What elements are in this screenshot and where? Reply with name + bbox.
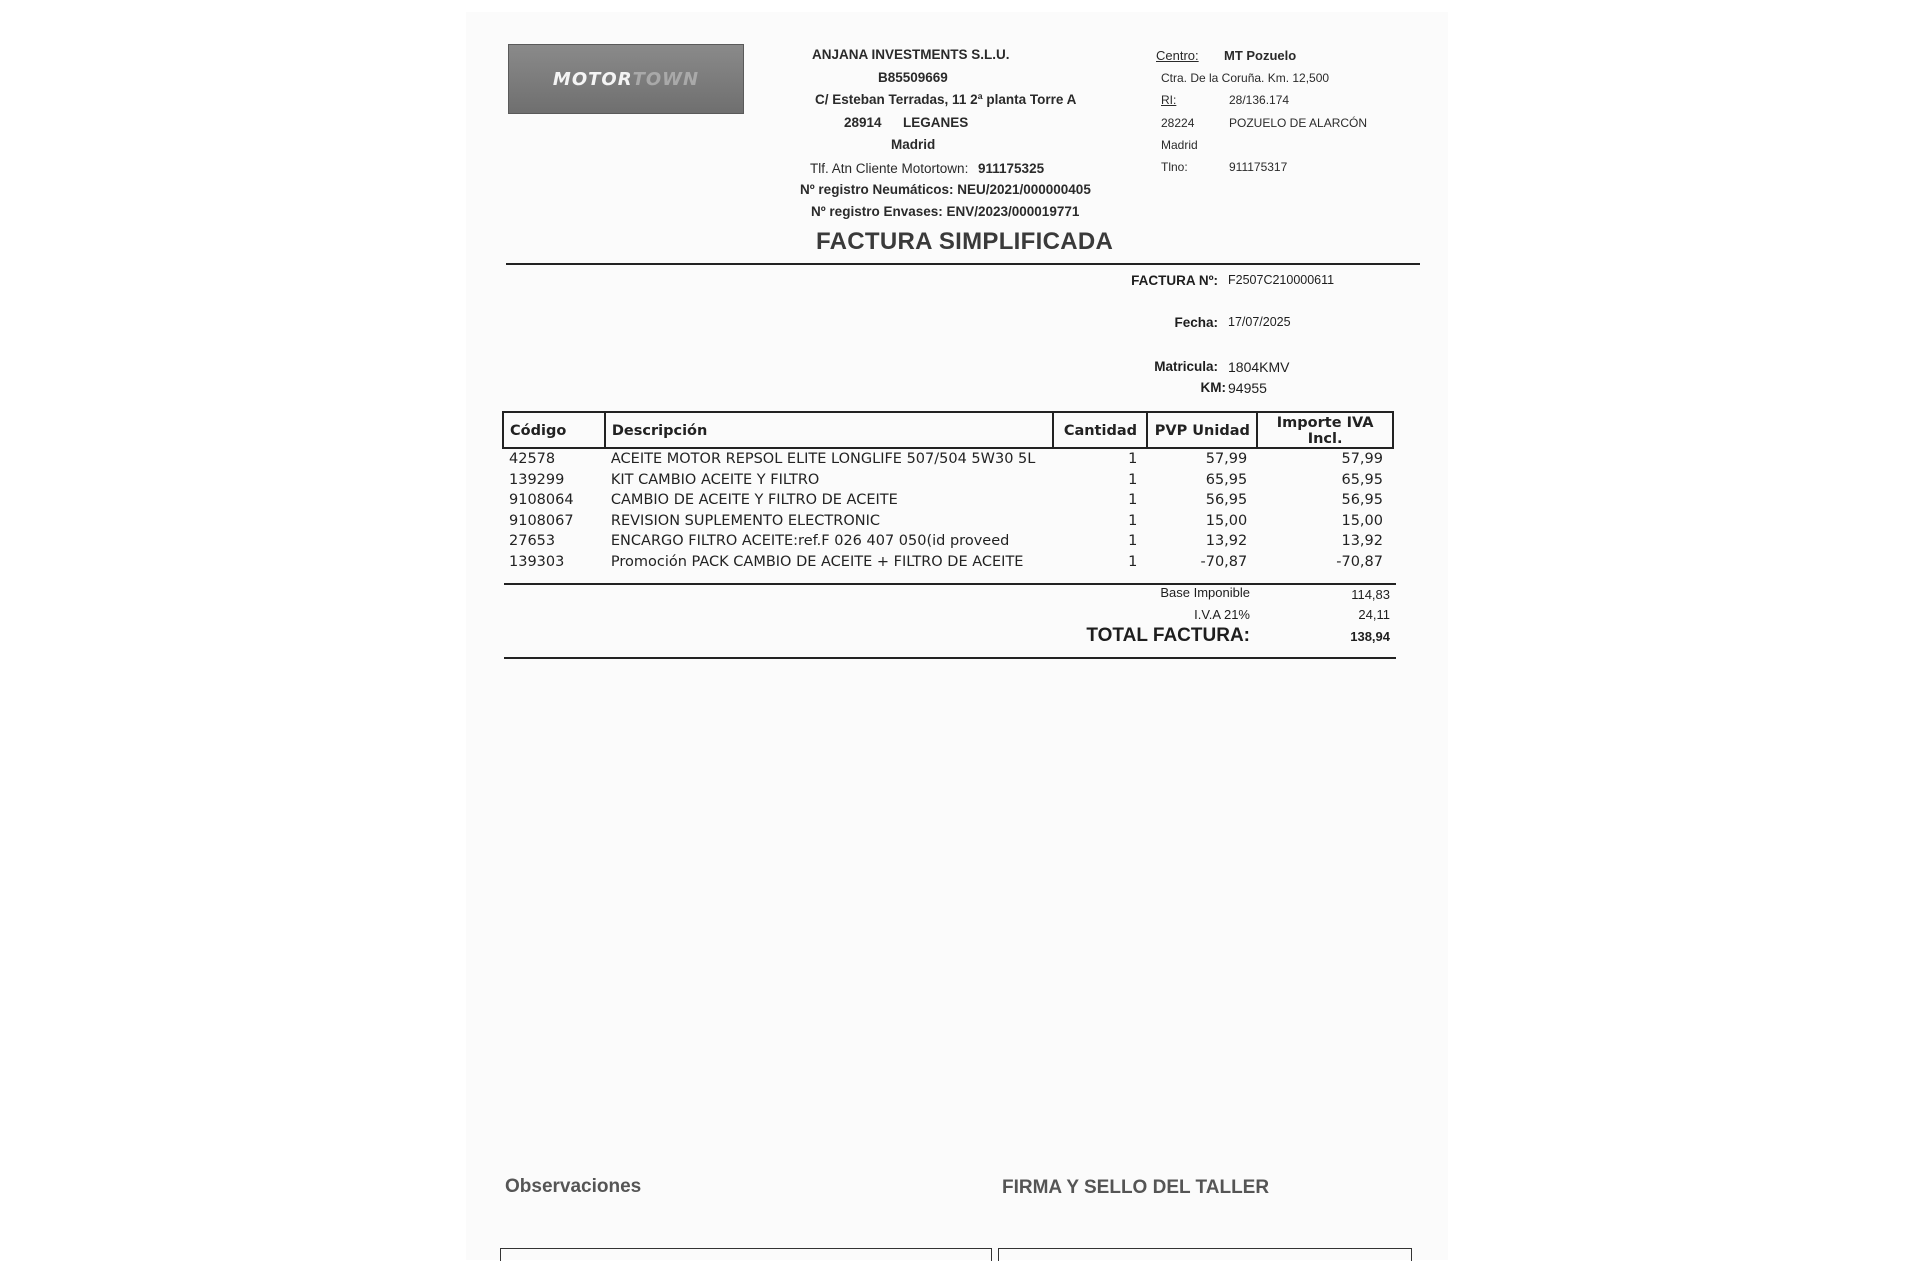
row-unit-price: 65,95 xyxy=(1205,471,1248,488)
row-description: KIT CAMBIO ACEITE Y FILTRO xyxy=(610,471,820,488)
row-code: 9108067 xyxy=(509,512,574,529)
table-row xyxy=(503,511,1393,532)
document-title: FACTURA SIMPLIFICADA xyxy=(816,228,1114,255)
company-phone-label: Tlf. Atn Cliente Motortown: xyxy=(810,161,969,176)
column-header-amount: Importe IVA Incl. xyxy=(1257,412,1393,448)
company-city: LEGANES xyxy=(903,115,969,130)
table-bottom-divider xyxy=(504,583,1396,585)
column-header-code: Código xyxy=(503,412,605,448)
centre-province: Madrid xyxy=(1161,138,1198,152)
km-label: KM: xyxy=(1200,380,1226,395)
observations-heading: Observaciones xyxy=(505,1176,642,1197)
centre-name: MT Pozuelo xyxy=(1224,48,1297,63)
row-code: 139299 xyxy=(509,471,565,488)
row-unit-price: -70,87 xyxy=(1200,553,1248,570)
title-divider xyxy=(506,263,1420,265)
centre-label: Centro: xyxy=(1156,48,1199,63)
company-address: C/ Esteban Terradas, 11 2ª planta Torre A xyxy=(815,92,1077,107)
total-value: 138,94 xyxy=(1350,629,1390,644)
table-row xyxy=(503,470,1393,491)
row-code: 139303 xyxy=(509,553,565,570)
row-description: ENCARGO FILTRO ACEITE:ref.F 026 407 050(id proveed xyxy=(610,533,1010,549)
vat-value: 24,11 xyxy=(1358,607,1390,622)
tax-base-label: Base Imponible xyxy=(1160,585,1250,600)
column-header-quantity: Cantidad xyxy=(1053,412,1147,448)
row-unit-price: 57,99 xyxy=(1205,451,1248,467)
invoice-date: 17/07/2025 xyxy=(1228,315,1291,329)
table-row xyxy=(503,531,1393,552)
company-name: ANJANA INVESTMENTS S.L.U. xyxy=(812,47,1010,62)
signature-heading: FIRMA Y SELLO DEL TALLER xyxy=(1002,1177,1270,1198)
company-phone: 911175325 xyxy=(978,161,1045,176)
row-code: 27653 xyxy=(509,533,556,549)
row-unit-price: 15,00 xyxy=(1205,512,1248,529)
table-header-row xyxy=(503,412,1393,448)
row-quantity: 1 xyxy=(1128,533,1138,549)
invoice-date-label: Fecha: xyxy=(1174,315,1218,330)
row-amount: 57,99 xyxy=(1341,451,1383,467)
observations-box xyxy=(500,1248,992,1261)
plate-number: 1804KMV xyxy=(1228,359,1290,375)
packaging-registry: Nº registro Envases: ENV/2023/000019771 xyxy=(811,204,1080,219)
column-header-description: Descripción xyxy=(605,412,1054,448)
km-value: 94955 xyxy=(1228,380,1267,396)
tax-base-value: 114,83 xyxy=(1351,587,1390,602)
column-header-unit-price: PVP Unidad xyxy=(1147,412,1257,448)
centre-ri: 28/136.174 xyxy=(1229,93,1290,107)
table-row xyxy=(503,552,1393,573)
plate-label: Matricula: xyxy=(1154,359,1218,374)
line-items-table xyxy=(502,411,1394,572)
totals-divider xyxy=(504,657,1396,659)
row-quantity: 1 xyxy=(1128,553,1138,570)
row-unit-price: 13,92 xyxy=(1205,533,1248,549)
row-quantity: 1 xyxy=(1128,492,1138,508)
row-code: 9108064 xyxy=(509,492,574,508)
centre-address: Ctra. De la Coruña. Km. 12,500 xyxy=(1161,71,1330,85)
centre-phone-label: Tlno: xyxy=(1161,160,1188,174)
row-quantity: 1 xyxy=(1128,471,1138,488)
row-amount: -70,87 xyxy=(1336,553,1383,570)
total-label: TOTAL FACTURA: xyxy=(1086,625,1250,646)
row-quantity: 1 xyxy=(1128,451,1138,467)
row-amount: 56,95 xyxy=(1341,492,1383,508)
company-cif: B85509669 xyxy=(878,70,948,85)
row-code: 42578 xyxy=(509,451,556,467)
centre-phone: 911175317 xyxy=(1229,160,1288,174)
company-postal-code: 28914 xyxy=(844,115,882,130)
vat-label: I.V.A 21% xyxy=(1194,607,1250,622)
centre-postal-code: 28224 xyxy=(1161,116,1195,130)
row-amount: 65,95 xyxy=(1341,471,1383,488)
row-unit-price: 56,95 xyxy=(1205,492,1248,508)
invoice-number-label: FACTURA Nº: xyxy=(1131,273,1218,288)
row-description: Promoción PACK CAMBIO DE ACEITE + FILTRO DE ACEITE xyxy=(610,553,1024,570)
table-row xyxy=(503,490,1393,511)
motortown-logo: MOTOR TOWN xyxy=(508,44,744,114)
row-description: ACEITE MOTOR REPSOL ELITE LONGLIFE 507/504 5W30 5L xyxy=(610,451,1036,467)
row-description: REVISION SUPLEMENTO ELECTRONIC xyxy=(610,512,880,529)
table-row xyxy=(503,448,1393,470)
centre-ri-label: RI: xyxy=(1161,93,1177,107)
invoice-number: F2507C210000611 xyxy=(1228,273,1335,287)
row-amount: 15,00 xyxy=(1341,512,1383,529)
centre-city: POZUELO DE ALARCÓN xyxy=(1229,116,1368,130)
row-quantity: 1 xyxy=(1128,512,1138,529)
company-province: Madrid xyxy=(891,137,936,152)
tyre-registry: Nº registro Neumáticos: NEU/2021/000000405 xyxy=(800,182,1091,197)
row-description: CAMBIO DE ACEITE Y FILTRO DE ACEITE xyxy=(610,492,898,508)
signature-box xyxy=(998,1248,1412,1261)
row-amount: 13,92 xyxy=(1341,533,1383,549)
